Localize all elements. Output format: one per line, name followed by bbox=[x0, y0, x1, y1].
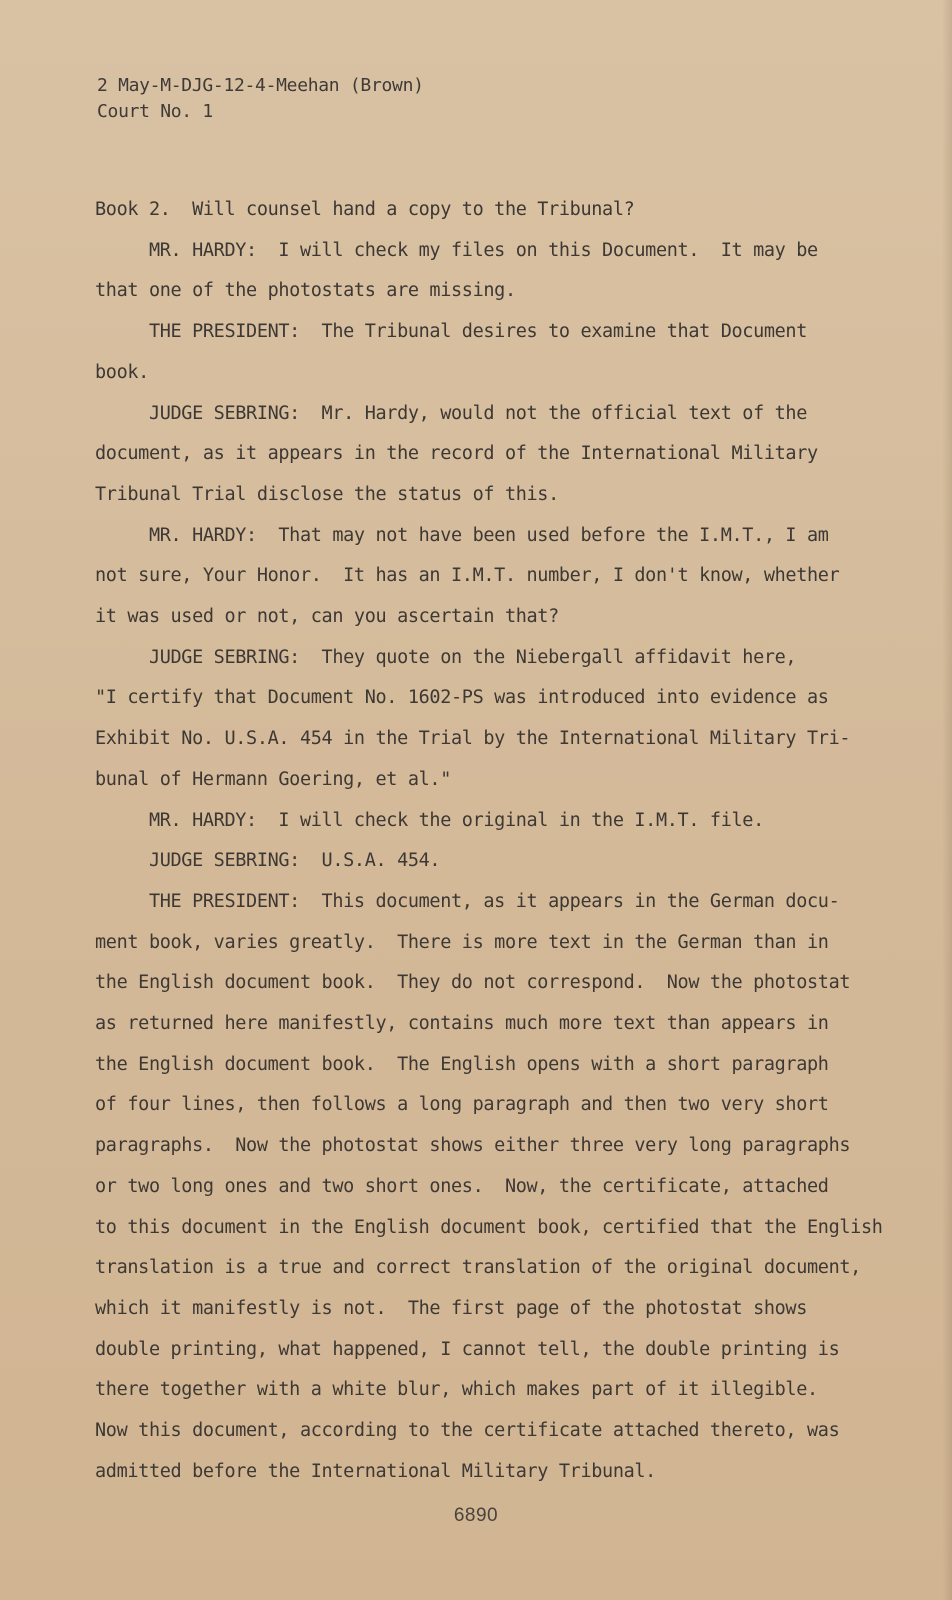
transcript-line: JUDGE SEBRING: They quote on the Niebergall affidavit here, bbox=[95, 646, 797, 668]
header-session-line: 2 May-M-DJG-12-4-Meehan (Brown) bbox=[97, 75, 424, 96]
transcript-line: double printing, what happened, I cannot tell, the double printing is bbox=[95, 1338, 840, 1360]
transcript-line: THE PRESIDENT: This document, as it appears in the German docu- bbox=[95, 890, 840, 912]
transcript-line: MR. HARDY: I will check the original in the I.M.T. file. bbox=[95, 809, 764, 831]
transcript-line: Book 2. Will counsel hand a copy to the Tribunal? bbox=[95, 199, 635, 220]
transcript-line: Exhibit No. U.S.A. 454 in the Trial by the International Military Tri- bbox=[95, 728, 851, 750]
transcript-line: JUDGE SEBRING: U.S.A. 454. bbox=[95, 850, 441, 872]
transcript-line: ment book, varies greatly. There is more text in the German than in bbox=[95, 931, 829, 953]
transcript-line: as returned here manifestly, contains much more text than appears in bbox=[95, 1013, 829, 1035]
transcript-line: bunal of Hermann Goering, et al." bbox=[95, 768, 452, 790]
transcript-line: "I certify that Document No. 1602-PS was introduced into evidence as bbox=[95, 687, 829, 709]
transcript-line: there together with a white blur, which makes part of it illegible. bbox=[95, 1379, 818, 1401]
transcript-line: admitted before the International Military Tribunal. bbox=[95, 1460, 656, 1482]
transcript-line: Now this document, according to the certificate attached thereto, was bbox=[95, 1420, 840, 1442]
transcript-line: book. bbox=[95, 361, 149, 383]
transcript-body bbox=[95, 190, 883, 1493]
transcript-line: THE PRESIDENT: The Tribunal desires to examine that Document bbox=[95, 321, 808, 343]
transcript-line: the English document book. The English opens with a short paragraph bbox=[95, 1053, 829, 1075]
transcript-line: document, as it appears in the record of the International Military bbox=[95, 443, 818, 465]
transcript-line: of four lines, then follows a long paragraph and then two very short bbox=[95, 1094, 829, 1116]
transcript-line: the English document book. They do not correspond. Now the photostat bbox=[95, 972, 851, 994]
transcript-line: MR. HARDY: That may not have been used before the I.M.T., I am bbox=[95, 524, 829, 546]
transcript-line: that one of the photostats are missing. bbox=[95, 280, 516, 302]
header-court-line: Court No. 1 bbox=[97, 101, 213, 122]
transcript-line: paragraphs. Now the photostat shows either three very long paragraphs bbox=[95, 1135, 851, 1157]
transcript-line: or two long ones and two short ones. Now, the certificate, attached bbox=[95, 1175, 829, 1197]
transcript-line: not sure, Your Honor. It has an I.M.T. number, I don't know, whether bbox=[95, 565, 840, 587]
transcript-line: JUDGE SEBRING: Mr. Hardy, would not the official text of the bbox=[95, 402, 808, 424]
transcript-line: to this document in the English document book, certified that the English bbox=[95, 1216, 883, 1238]
header-block bbox=[97, 73, 424, 125]
transcript-line: it was used or not, can you ascertain that? bbox=[95, 606, 559, 628]
transcript-line: which it manifestly is not. The first page of the photostat shows bbox=[95, 1297, 808, 1319]
transcript-line: MR. HARDY: I will check my files on this Document. It may be bbox=[95, 239, 818, 261]
transcript-line: Tribunal Trial disclose the status of this. bbox=[95, 483, 559, 505]
page-edge-shadow bbox=[942, 0, 952, 1600]
page-number: 6890 bbox=[453, 1505, 499, 1526]
transcript-line: translation is a true and correct translation of the original document, bbox=[95, 1257, 861, 1279]
